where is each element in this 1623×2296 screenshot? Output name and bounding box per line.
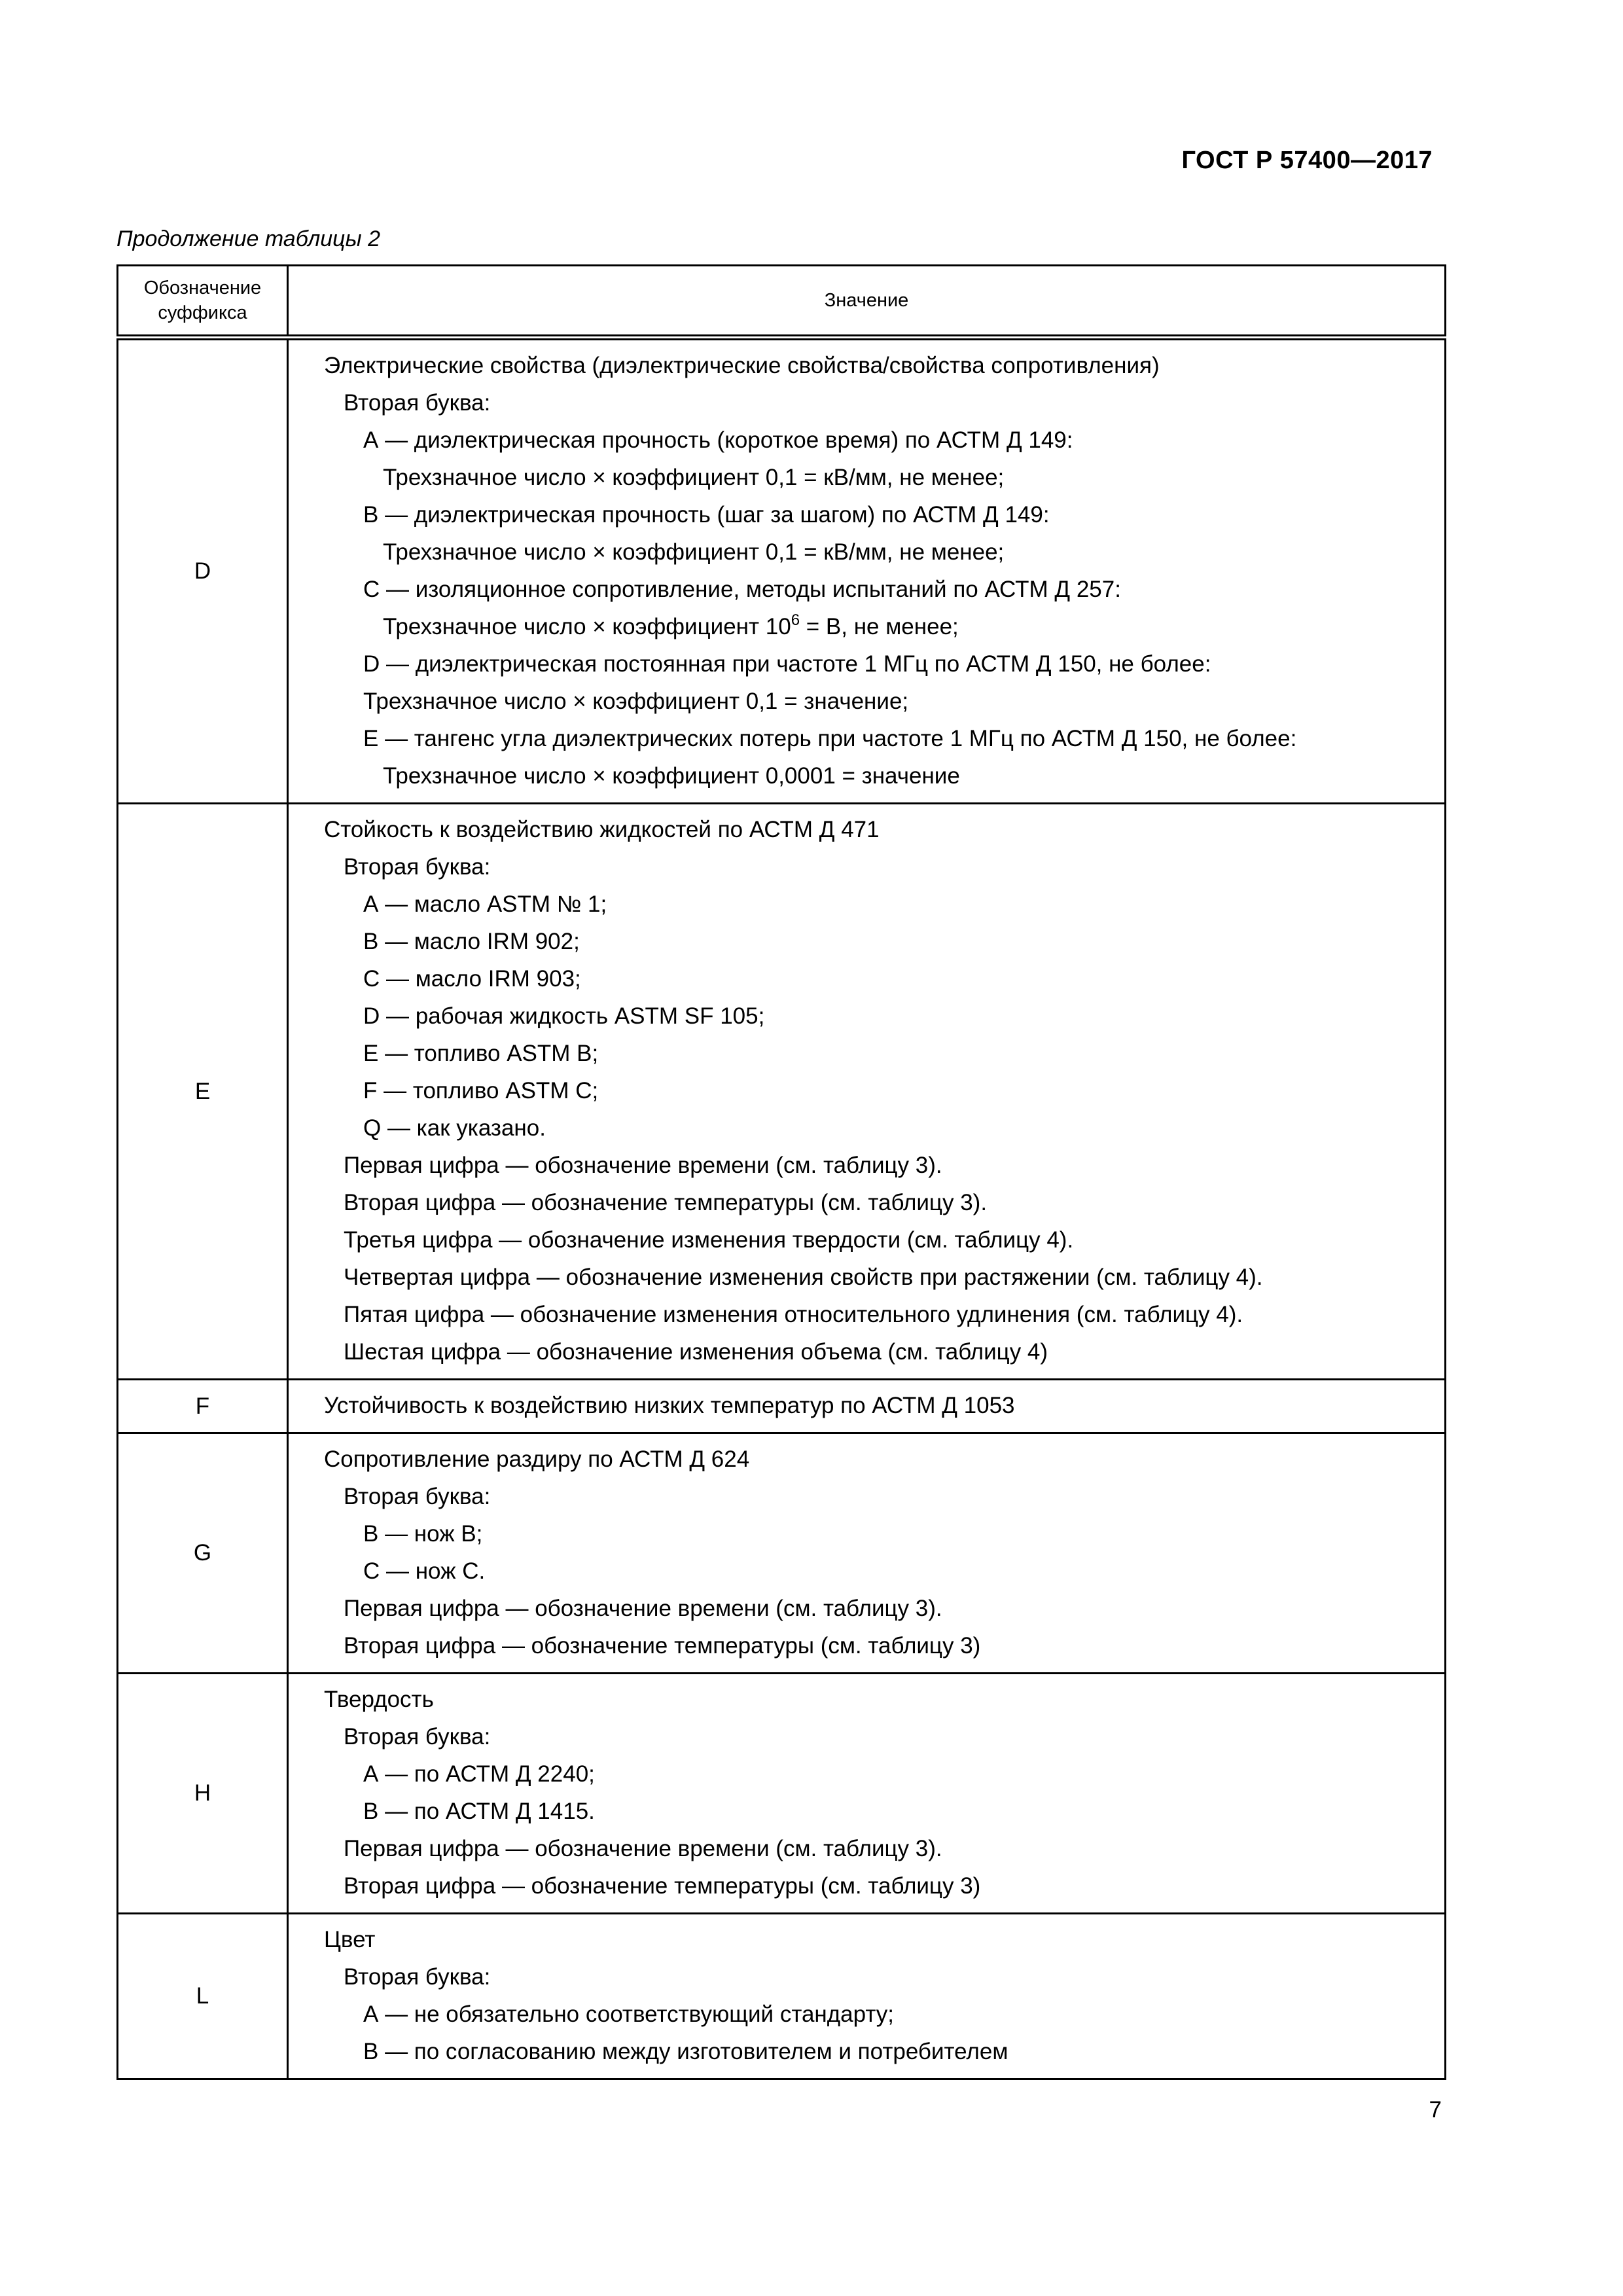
value-text: Цвет: [324, 1927, 376, 1952]
suffix-value-cell: [288, 1674, 1446, 1914]
suffix-value-cell: [288, 338, 1446, 804]
value-text: Вторая цифра — обозначение температуры (см. таблицу 3): [344, 1633, 981, 1659]
value-text: Вторая буква:: [344, 1484, 491, 1509]
value-line: [324, 645, 1431, 683]
value-line: [324, 1627, 1431, 1664]
value-line: [324, 1958, 1431, 1996]
value-line: [324, 1830, 1431, 1867]
suffix-value-cell: [288, 1433, 1446, 1674]
value-line: [324, 608, 1431, 645]
value-line: [324, 1515, 1431, 1552]
value-text: Вторая буква:: [344, 854, 491, 880]
value-text: Пятая цифра — обозначение изменения относительного удлинения (см. таблицу 4).: [344, 1302, 1243, 1327]
value-line: [324, 1718, 1431, 1755]
value-line: [324, 1793, 1431, 1830]
value-line: [324, 571, 1431, 608]
value-line: [324, 757, 1431, 795]
suffix-value-cell: [288, 1380, 1446, 1433]
value-line: [324, 347, 1431, 384]
value-text: Стойкость к воздействию жидкостей по АСТМ Д 471: [324, 817, 880, 842]
value-line: [324, 1333, 1431, 1371]
value-line: [324, 384, 1431, 422]
value-line: [324, 1147, 1431, 1184]
value-line: [324, 848, 1431, 886]
value-line: [324, 1590, 1431, 1627]
value-text: Первая цифра — обозначение времени (см. таблицу 3).: [344, 1596, 942, 1621]
value-text: А — масло ASTM № 1;: [363, 891, 607, 917]
table-row: [118, 1914, 1446, 2079]
value-line: [324, 496, 1431, 533]
column-header-code: Обозначение суффикса: [118, 266, 288, 338]
value-text: В — диэлектрическая прочность (шаг за шагом) по АСТМ Д 149:: [363, 502, 1050, 528]
value-line: [324, 459, 1431, 496]
value-line: [324, 811, 1431, 848]
value-text: Вторая буква:: [344, 1724, 491, 1749]
value-line: [324, 1259, 1431, 1296]
value-line: [324, 1035, 1431, 1072]
value-text: Трехзначное число × коэффициент 0,1 = кВ/мм, не менее;: [383, 539, 1005, 565]
value-line: [324, 1921, 1431, 1958]
value-text: Третья цифра — обозначение изменения твердости (см. таблицу 4).: [344, 1227, 1074, 1253]
value-line: [324, 422, 1431, 459]
value-text: Вторая буква:: [344, 390, 491, 416]
table-row: [118, 1674, 1446, 1914]
table-row: [118, 804, 1446, 1380]
value-line: [324, 1867, 1431, 1905]
value-text: Трехзначное число × коэффициент 10: [383, 614, 791, 639]
value-line: [324, 997, 1431, 1035]
suffix-table: [116, 264, 1446, 2080]
suffix-code-cell: E: [118, 804, 288, 1380]
value-text: Первая цифра — обозначение времени (см. таблицу 3).: [344, 1836, 942, 1861]
column-header-value: Значение: [288, 266, 1446, 338]
value-line: [324, 1996, 1431, 2033]
value-text: В — по согласованию между изготовителем и потребителем: [363, 2039, 1008, 2064]
value-line: [324, 1072, 1431, 1109]
value-text: В — масло IRM 902;: [363, 929, 580, 954]
value-line: [324, 533, 1431, 571]
value-text: Твердость: [324, 1687, 434, 1712]
value-line: [324, 1184, 1431, 1221]
table-row: [118, 1433, 1446, 1674]
value-line: [324, 923, 1431, 960]
value-line: [324, 1552, 1431, 1590]
suffix-code-cell: D: [118, 338, 288, 804]
value-line: [324, 1681, 1431, 1718]
value-text-tail: = В, не менее;: [800, 614, 959, 639]
value-line: [324, 1387, 1431, 1424]
value-text: Первая цифра — обозначение времени (см. таблицу 3).: [344, 1153, 942, 1178]
value-text: Вторая буква:: [344, 1964, 491, 1990]
value-text: D — диэлектрическая постоянная при частоте 1 МГц по АСТМ Д 150, не более:: [363, 651, 1211, 677]
value-text: А — по АСТМ Д 2240;: [363, 1761, 595, 1787]
value-text: Е — топливо ASTM B;: [363, 1041, 599, 1066]
value-line: [324, 1478, 1431, 1515]
value-line: [324, 1296, 1431, 1333]
suffix-code-cell: F: [118, 1380, 288, 1433]
value-line: [324, 960, 1431, 997]
value-text: Трехзначное число × коэффициент 0,1 = значение;: [363, 689, 909, 714]
value-text: Четвертая цифра — обозначение изменения свойств при растяжении (см. таблицу 4).: [344, 1265, 1263, 1290]
value-text: F — топливо ASTM C;: [363, 1078, 599, 1103]
value-line: [324, 1109, 1431, 1147]
value-text: Вторая цифра — обозначение температуры (см. таблицу 3).: [344, 1190, 988, 1215]
table-row: [118, 338, 1446, 804]
table-row: [118, 1380, 1446, 1433]
value-text: Электрические свойства (диэлектрические свойства/свойства сопротивления): [324, 353, 1160, 378]
suffix-value-cell: [288, 804, 1446, 1380]
superscript-exponent: 6: [791, 611, 800, 629]
value-text: Е — тангенс угла диэлектрических потерь при частоте 1 МГц по АСТМ Д 150, не более:: [363, 726, 1297, 751]
value-text: Трехзначное число × коэффициент 0,1 = кВ/мм, не менее;: [383, 465, 1005, 490]
value-line: [324, 1221, 1431, 1259]
value-line: [324, 2033, 1431, 2070]
table-header-row: [118, 266, 1446, 338]
table-body: [118, 338, 1446, 2079]
suffix-code-cell: H: [118, 1674, 288, 1914]
value-text: А — не обязательно соответствующий стандарту;: [363, 2001, 894, 2027]
value-text: D — рабочая жидкость ASTM SF 105;: [363, 1003, 765, 1029]
value-line: [324, 683, 1431, 720]
value-text: Трехзначное число × коэффициент 0,0001 = значение: [383, 763, 960, 789]
value-line: [324, 1441, 1431, 1478]
document-code: ГОСТ Р 57400—2017: [1181, 147, 1433, 174]
value-text: С — масло IRM 903;: [363, 966, 581, 992]
value-text: Вторая цифра — обозначение температуры (см. таблицу 3): [344, 1873, 981, 1899]
value-text: Сопротивление раздиру по АСТМ Д 624: [324, 1446, 750, 1472]
value-text: Шестая цифра — обозначение изменения объема (см. таблицу 4): [344, 1339, 1048, 1365]
suffix-code-cell: L: [118, 1914, 288, 2079]
value-text: В — нож В;: [363, 1521, 483, 1547]
value-text: А — диэлектрическая прочность (короткое время) по АСТМ Д 149:: [363, 427, 1073, 453]
value-line: [324, 1755, 1431, 1793]
page-number: 7: [1429, 2097, 1442, 2123]
table-caption: Продолжение таблицы 2: [116, 226, 380, 251]
value-line: [324, 720, 1431, 757]
value-line: [324, 886, 1431, 923]
value-text: С — нож С.: [363, 1558, 486, 1584]
suffix-value-cell: [288, 1914, 1446, 2079]
suffix-code-cell: G: [118, 1433, 288, 1674]
value-text: Q — как указано.: [363, 1115, 546, 1141]
value-text: В — по АСТМ Д 1415.: [363, 1799, 595, 1824]
value-text: С — изоляционное сопротивление, методы испытаний по АСТМ Д 257:: [363, 577, 1121, 602]
value-text: Устойчивость к воздействию низких температур по АСТМ Д 1053: [324, 1393, 1015, 1418]
